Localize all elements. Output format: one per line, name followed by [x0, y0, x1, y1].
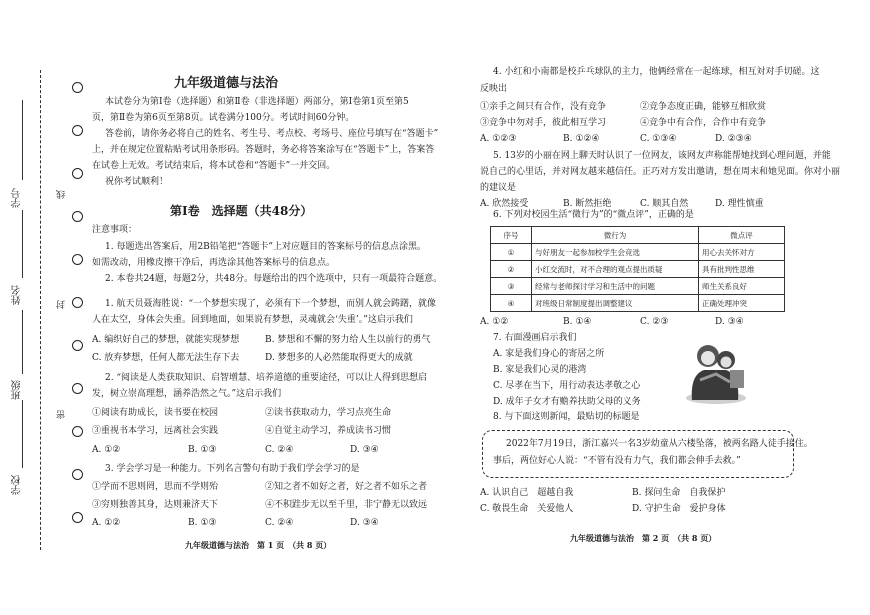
table-cell: ③ [491, 278, 532, 295]
q2-item: ②读书获取动力，学习点亮生命 [265, 408, 392, 418]
q8-stem: 8. 与下面这则新闻，最贴切的标题是 [493, 412, 640, 422]
student-id-blank [22, 100, 23, 180]
q4-item: ④竞争中有合作，合作中有竞争 [640, 118, 767, 128]
intro-line: 页，第Ⅱ卷为第6页至第8页。试卷满分100分。考试时间60分钟。 [92, 113, 355, 123]
q3-option: B. ①③ [188, 518, 217, 528]
q5-option: D. 理性慎重 [715, 199, 764, 209]
q4-option: A. ①②③ [480, 134, 517, 144]
q1-option: B. 梦想和不懈的努力给人生以前行的勇气 [265, 335, 431, 345]
section-title: 第Ⅰ卷 选择题（共48分） [170, 204, 313, 218]
cut-word: 封 [57, 300, 67, 309]
q6-option: D. ③④ [715, 317, 744, 327]
binding-hole [72, 168, 83, 179]
intro-line: 在试卷上无效。考试结束后，将本试卷和“答题卡”一并交回。 [92, 161, 336, 171]
intro-line: 上，并在规定位置粘贴考试用条形码。答题时，务必将答案涂写在“答题卡”上，答案答 [92, 145, 435, 155]
table-cell: 正确处理冲突 [699, 295, 785, 312]
q4-stem: 反映出 [480, 84, 508, 94]
q2-option: C. ②④ [265, 445, 294, 455]
table-cell: ④ [491, 295, 532, 312]
q2-item: ④自觉主动学习，养成读书习惯 [265, 426, 392, 436]
exam-title: 九年级道德与法治 [173, 76, 278, 91]
table-cell: 经常与老师探讨学习和生活中的问题 [532, 278, 699, 295]
q3-item: ③穷则独善其身，达则兼济天下 [92, 500, 219, 510]
table-cell: 师生关系良好 [699, 278, 785, 295]
name-blank [22, 210, 23, 278]
table-cell: 对班级日常制度提出调整建议 [532, 295, 699, 312]
binding-hole [72, 426, 83, 437]
q4-stem: 4. 小红和小南都是校乒乓球队的主力，他俩经常在一起练球，相互対对手切磋。这 [493, 67, 820, 77]
name-label: 姓名 [12, 285, 23, 305]
class-blank [22, 310, 23, 374]
q7-option: C. 尽孝在当下，用行动表达孝敬之心 [493, 381, 641, 391]
q5-option: C. 顺其自然 [640, 199, 689, 209]
table-row [491, 261, 785, 278]
table-cell: 与好朋友一起参加校学生会竞选 [532, 244, 699, 261]
q2-stem: 2. “阅读是人类获取知识、启智增慧、培养道德的重要途径，可以让人得到思想启 [105, 373, 428, 383]
q2-stem: 发，树立崇高理想，涵养浩然之气。”这启示我们 [92, 389, 282, 399]
q2-item: ①阅读有助成长，读书要在校园 [92, 408, 219, 418]
q2-option: B. ①③ [188, 445, 217, 455]
q3-option: D. ③④ [350, 518, 379, 528]
binding-hole [72, 254, 83, 265]
binding-hole [72, 211, 83, 222]
q7-option: B. 家是我们心灵的港湾 [493, 365, 587, 375]
table-row [491, 295, 785, 312]
school-label: 学校 [12, 475, 23, 495]
table-cell: 小红交流时，对不合理的观点提出质疑 [532, 261, 699, 278]
q3-item: ④不积跬步无以至千里，非宁静无以致远 [265, 500, 428, 510]
q5-option: A. 欣然接受 [480, 199, 529, 209]
evaluation-table [490, 226, 785, 312]
q5-stem: 5. 13岁的小丽在网上聊天时认识了一位网友，该网友声称能帮她找到心理问题，并能 [493, 151, 831, 161]
q1-stem: 人在太空，身体会失重。回到地面，如果说有梦想，灵魂就会‘失重’。”这启示我们 [92, 315, 413, 325]
news-line: 事后，两位好心人说：“不管有没有力气，我们都会伸手去救。” [493, 456, 741, 466]
binding-hole [72, 383, 83, 394]
page-footer: 九年级道德与法治 第 2 页 （共 8 页） [570, 533, 717, 543]
q6-stem: 6. 下列对校园生活“微行为”的“微点评”，正确的是 [493, 210, 694, 220]
table-row [491, 244, 785, 261]
intro-line: 祝你考试顺利！ [105, 177, 169, 187]
cut-line [40, 70, 41, 550]
q1-stem: 1. 航天员聂海胜说：“一个梦想实现了，必须有下一个梦想，而别人就会踌躇，就像 [105, 299, 437, 309]
q6-option: B. ①④ [563, 317, 592, 327]
q5-stem: 说自己的心里话，并对网友越来越信任。正巧对方发出邀请，想在周末和她见面。你对小丽 [480, 167, 841, 177]
page-footer: 九年级道德与法治 第 1 页 （共 8 页） [185, 540, 332, 550]
news-box [482, 430, 794, 478]
binding-hole [72, 125, 83, 136]
q3-option: A. ①② [92, 518, 121, 528]
column-header: 序号 [491, 227, 532, 244]
note-line: 2. 本卷共24题，每题2分，共48分。每题给出的四个选项中，只有一项最符合题意。 [105, 274, 443, 284]
table-cell: 具有批判性思维 [699, 261, 785, 278]
q3-option: C. ②④ [265, 518, 294, 528]
q4-option: C. ①③④ [640, 134, 677, 144]
q4-item: ③竞争中勿对手，彼此相互学习 [480, 118, 607, 128]
intro-line: 答卷前，请你务必将自己的姓名、考生号、考点校、考场号、座位号填写在“答题卡” [105, 129, 439, 139]
q3-item: ①学而不思则罔，思而不学则殆 [92, 482, 219, 492]
q2-item: ③重视书本学习，远离社会实践 [92, 426, 219, 436]
q4-item: ②竞争态度正确，能够互相欣赏 [640, 102, 767, 112]
q8-option: A. 认识自己 超越自我 [480, 488, 574, 498]
q1-option: C. 放弃梦想，任何人都无法生存下去 [92, 353, 240, 363]
q2-option: D. ③④ [350, 445, 379, 455]
notes-title: 注意事项： [92, 225, 138, 235]
column-header: 微点评 [699, 227, 785, 244]
table-cell: ② [491, 261, 532, 278]
news-line: 2022年7月19日，浙江嘉兴一名3岁幼童从六楼坠落，被两名路人徒手接住。 [506, 439, 813, 449]
q4-option: D. ②③④ [715, 134, 752, 144]
binding-hole [72, 469, 83, 480]
note-line: 1. 每题选出答案后，用2B铅笔把“答题卡”上对应题目的答案标号的信息点涂黑。 [105, 242, 426, 252]
table-header-row [491, 227, 785, 244]
cut-word: 密 [57, 410, 67, 419]
q8-option: D. 守护生命 爱护身体 [632, 504, 726, 514]
q2-option: A. ①② [92, 445, 121, 455]
q3-stem: 3. 学会学习是一种能力。下列名言警句有助于我们学会学习的是 [105, 464, 360, 474]
q6-option: A. ①② [480, 317, 509, 327]
q6-option: C. ②③ [640, 317, 669, 327]
q5-option: B. 断然拒绝 [563, 199, 612, 209]
table-cell: 用心去关怀对方 [699, 244, 785, 261]
q5-stem: 的建议是 [480, 183, 517, 193]
q8-option: C. 敬畏生命 关爱他人 [480, 504, 574, 514]
table-row [491, 278, 785, 295]
q1-option: D. 梦想多的人必然能取得更大的成就 [265, 353, 413, 363]
class-label: 班级 [12, 380, 23, 400]
binding-hole [72, 297, 83, 308]
binding-hole [72, 512, 83, 523]
q3-item: ②知之者不如好之者，好之者不如乐之者 [265, 482, 428, 492]
table-cell: ① [491, 244, 532, 261]
q4-item: ①亲手之间只有合作，没有竞争 [480, 102, 607, 112]
q8-option: B. 探问生命 自我保护 [632, 488, 726, 498]
cartoon-illustration [680, 330, 750, 405]
note-line: 如需改动，用橡皮擦干净后，再选涂其他答案标号的信息点。 [92, 258, 336, 268]
intro-line: 本试卷分为第Ⅰ卷（选择题）和第Ⅱ卷（非选择题）两部分，第Ⅰ卷第1页至第5 [105, 97, 409, 107]
q1-option: A. 编织好自己的梦想，就能实现梦想 [92, 335, 240, 345]
q7-option: D. 成年子女才有赡养扶助父母的义务 [493, 397, 641, 407]
column-header: 微行为 [532, 227, 699, 244]
q4-option: B. ①②④ [563, 134, 600, 144]
student-id-label: 学号 [12, 188, 23, 208]
q7-option: A. 家是我们身心的寄居之所 [493, 349, 605, 359]
q7-stem: 7. 右面漫画启示我们 [493, 333, 577, 343]
school-blank [22, 400, 23, 468]
cut-word: 线 [57, 190, 67, 199]
binding-hole [72, 340, 83, 351]
